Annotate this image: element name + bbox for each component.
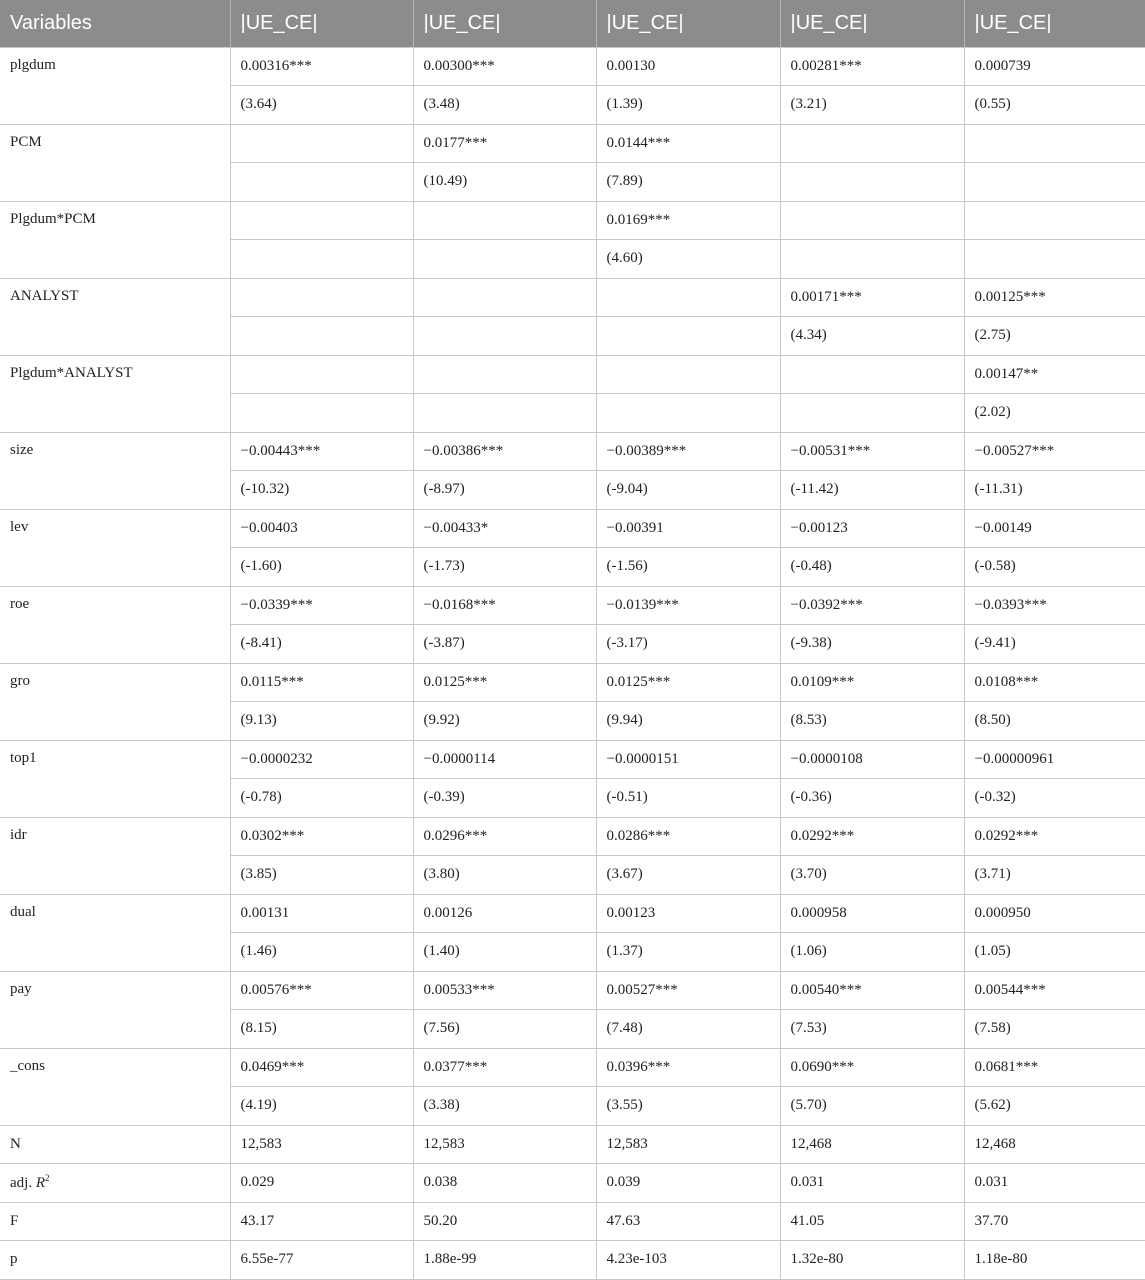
statistic-row [0,1202,1145,1241]
t-statistic-cell: (10.49) [413,163,596,202]
t-statistic-cell: (1.05) [964,933,1145,972]
t-statistic-cell: (7.53) [780,1010,964,1049]
coefficient-cell: 0.0396*** [596,1048,780,1087]
variable-name: gro [0,663,230,740]
coefficient-cell: 0.0109*** [780,663,964,702]
statistic-value: 1.32e-80 [780,1241,964,1280]
t-statistic-cell: (3.71) [964,856,1145,895]
t-statistic-cell: (4.34) [780,317,964,356]
coefficient-cell: 0.00125*** [964,278,1145,317]
statistic-row [0,1125,1145,1164]
t-statistic-cell [230,394,413,433]
statistic-row [0,1164,1145,1203]
coefficient-cell: −0.0000108 [780,740,964,779]
t-statistic-cell: (-1.56) [596,548,780,587]
statistic-value: 12,468 [780,1125,964,1164]
t-statistic-cell: (-9.04) [596,471,780,510]
t-statistic-cell [780,163,964,202]
coefficient-cell [780,124,964,163]
t-statistic-cell [964,240,1145,279]
t-statistic-cell [964,163,1145,202]
t-statistic-cell: (1.39) [596,86,780,125]
t-statistic-cell: (-9.38) [780,625,964,664]
coefficient-cell: 0.00130 [596,47,780,86]
coefficient-cell: 0.000739 [964,47,1145,86]
coefficient-cell [964,201,1145,240]
coefficient-cell: 0.0125*** [596,663,780,702]
t-statistic-cell: (-3.17) [596,625,780,664]
coefficient-cell: 0.00316*** [230,47,413,86]
coefficient-cell: −0.00433* [413,509,596,548]
coefficient-cell: 0.0144*** [596,124,780,163]
t-statistic-cell: (-0.78) [230,779,413,818]
coefficient-cell: 0.0681*** [964,1048,1145,1087]
statistic-value: 0.031 [780,1164,964,1203]
t-statistic-cell: (1.40) [413,933,596,972]
t-statistic-cell: (3.64) [230,86,413,125]
coefficient-cell: 0.0377*** [413,1048,596,1087]
t-statistic-cell: (-1.60) [230,548,413,587]
coefficient-row [0,894,1145,933]
coefficient-cell: 0.0125*** [413,663,596,702]
t-statistic-cell: (-11.31) [964,471,1145,510]
t-statistic-cell: (-3.87) [413,625,596,664]
coefficient-row [0,47,1145,86]
statistic-row [0,1241,1145,1280]
coefficient-row [0,432,1145,471]
t-statistic-cell: (-1.73) [413,548,596,587]
coefficient-cell: −0.0000151 [596,740,780,779]
statistic-value: 1.18e-80 [964,1241,1145,1280]
coefficient-cell: 0.00171*** [780,278,964,317]
coefficient-row [0,817,1145,856]
t-statistic-cell: (1.46) [230,933,413,972]
t-statistic-cell [230,317,413,356]
t-statistic-cell [596,394,780,433]
statistic-value: 12,583 [230,1125,413,1164]
t-statistic-cell: (-8.97) [413,471,596,510]
variable-name: ANALYST [0,278,230,355]
statistic-value: 1.88e-99 [413,1241,596,1280]
coefficient-cell: −0.00389*** [596,432,780,471]
header-model-4: |UE_CE| [780,0,964,47]
t-statistic-cell [230,163,413,202]
coefficient-cell: 0.00300*** [413,47,596,86]
t-statistic-cell: (3.38) [413,1087,596,1126]
variable-name: lev [0,509,230,586]
coefficient-cell: −0.00531*** [780,432,964,471]
t-statistic-cell: (1.37) [596,933,780,972]
coefficient-row [0,586,1145,625]
statistic-label: N [0,1125,230,1164]
variable-name: plgdum [0,47,230,124]
t-statistic-cell: (2.75) [964,317,1145,356]
coefficient-cell [230,355,413,394]
coefficient-cell: 0.0296*** [413,817,596,856]
statistic-value: 47.63 [596,1202,780,1241]
t-statistic-cell: (8.53) [780,702,964,741]
t-statistic-cell: (9.13) [230,702,413,741]
header-model-3: |UE_CE| [596,0,780,47]
variable-name: Plgdum*PCM [0,201,230,278]
statistic-value: 0.031 [964,1164,1145,1203]
coefficient-cell: 0.000958 [780,894,964,933]
t-statistic-cell: (4.60) [596,240,780,279]
variable-name: dual [0,894,230,971]
statistic-value: 4.23e-103 [596,1241,780,1280]
coefficient-cell: 0.00540*** [780,971,964,1010]
t-statistic-cell: (-0.39) [413,779,596,818]
variable-name: _cons [0,1048,230,1125]
variable-name: idr [0,817,230,894]
coefficient-cell [413,355,596,394]
coefficient-cell: −0.0393*** [964,586,1145,625]
t-statistic-cell: (-11.42) [780,471,964,510]
t-statistic-cell: (-0.48) [780,548,964,587]
coefficient-cell: −0.00149 [964,509,1145,548]
t-statistic-cell: (9.94) [596,702,780,741]
statistic-value: 12,468 [964,1125,1145,1164]
coefficient-cell: 0.00527*** [596,971,780,1010]
coefficient-cell: 0.00281*** [780,47,964,86]
t-statistic-cell: (3.21) [780,86,964,125]
coefficient-cell: −0.00403 [230,509,413,548]
coefficient-cell: −0.0392*** [780,586,964,625]
t-statistic-cell: (-0.36) [780,779,964,818]
statistic-label: F [0,1202,230,1241]
t-statistic-cell [413,317,596,356]
coefficient-cell: 0.0302*** [230,817,413,856]
variable-name: top1 [0,740,230,817]
header-model-5: |UE_CE| [964,0,1145,47]
coefficient-cell: −0.00123 [780,509,964,548]
t-statistic-cell [780,240,964,279]
statistic-value: 6.55e-77 [230,1241,413,1280]
t-statistic-cell [413,240,596,279]
t-statistic-cell: (3.67) [596,856,780,895]
coefficient-cell [596,278,780,317]
t-statistic-cell: (5.70) [780,1087,964,1126]
t-statistic-cell: (3.48) [413,86,596,125]
statistic-label: p [0,1241,230,1280]
t-statistic-cell: (1.06) [780,933,964,972]
coefficient-cell: 0.0115*** [230,663,413,702]
statistic-value: 41.05 [780,1202,964,1241]
coefficient-cell [964,124,1145,163]
coefficient-cell: −0.00386*** [413,432,596,471]
coefficient-row [0,201,1145,240]
variable-name: size [0,432,230,509]
statistic-value: 50.20 [413,1202,596,1241]
statistic-value: 12,583 [413,1125,596,1164]
coefficient-cell [413,278,596,317]
t-statistic-cell [780,394,964,433]
t-statistic-cell: (7.48) [596,1010,780,1049]
coefficient-cell [780,355,964,394]
coefficient-cell [596,355,780,394]
coefficient-cell: −0.00443*** [230,432,413,471]
coefficient-cell: 0.0292*** [780,817,964,856]
variable-name: roe [0,586,230,663]
coefficient-cell: 0.0169*** [596,201,780,240]
coefficient-row [0,971,1145,1010]
coefficient-row [0,355,1145,394]
t-statistic-cell: (-0.58) [964,548,1145,587]
statistic-label-superscript: 2 [45,1173,50,1184]
t-statistic-cell: (7.58) [964,1010,1145,1049]
t-statistic-cell: (2.02) [964,394,1145,433]
coefficient-cell: 0.00544*** [964,971,1145,1010]
t-statistic-cell: (0.55) [964,86,1145,125]
coefficient-cell [780,201,964,240]
table-body [0,47,1145,1279]
coefficient-row [0,509,1145,548]
header-row [0,0,1145,47]
statistic-label-prefix: adj. [10,1175,36,1192]
statistic-value: 0.039 [596,1164,780,1203]
statistic-value: 0.038 [413,1164,596,1203]
coefficient-cell: 0.000950 [964,894,1145,933]
t-statistic-cell: (-8.41) [230,625,413,664]
coefficient-cell [230,124,413,163]
statistic-label [0,1164,230,1203]
header-model-1: |UE_CE| [230,0,413,47]
statistic-label-symbol: R [35,1175,45,1192]
header-variables: Variables [0,0,230,47]
t-statistic-cell [413,394,596,433]
t-statistic-cell: (8.15) [230,1010,413,1049]
coefficient-cell: −0.0139*** [596,586,780,625]
coefficient-cell: 0.0108*** [964,663,1145,702]
coefficient-cell: 0.00576*** [230,971,413,1010]
coefficient-row [0,278,1145,317]
t-statistic-cell: (5.62) [964,1087,1145,1126]
statistic-value: 37.70 [964,1202,1145,1241]
coefficient-cell: 0.0292*** [964,817,1145,856]
coefficient-row [0,124,1145,163]
coefficient-cell: 0.00533*** [413,971,596,1010]
coefficient-cell: −0.0168*** [413,586,596,625]
coefficient-cell: 0.00126 [413,894,596,933]
t-statistic-cell: (3.80) [413,856,596,895]
coefficient-cell [413,201,596,240]
coefficient-row [0,663,1145,702]
variable-name: pay [0,971,230,1048]
t-statistic-cell: (3.55) [596,1087,780,1126]
t-statistic-cell: (4.19) [230,1087,413,1126]
coefficient-row [0,1048,1145,1087]
coefficient-cell: −0.0000232 [230,740,413,779]
t-statistic-cell: (3.85) [230,856,413,895]
coefficient-cell: 0.00147** [964,355,1145,394]
coefficient-cell: 0.00131 [230,894,413,933]
t-statistic-cell: (-9.41) [964,625,1145,664]
t-statistic-cell [596,317,780,356]
coefficient-cell: −0.0339*** [230,586,413,625]
t-statistic-cell: (-0.51) [596,779,780,818]
coefficient-cell: 0.0690*** [780,1048,964,1087]
variable-name: PCM [0,124,230,201]
t-statistic-cell [230,240,413,279]
coefficient-cell: 0.00123 [596,894,780,933]
t-statistic-cell: (-0.32) [964,779,1145,818]
t-statistic-cell: (3.70) [780,856,964,895]
coefficient-cell: 0.0286*** [596,817,780,856]
variable-name: Plgdum*ANALYST [0,355,230,432]
coefficient-cell: −0.00527*** [964,432,1145,471]
coefficient-cell [230,201,413,240]
coefficient-cell: −0.0000114 [413,740,596,779]
coefficient-row [0,740,1145,779]
statistic-value: 43.17 [230,1202,413,1241]
statistic-value: 0.029 [230,1164,413,1203]
t-statistic-cell: (8.50) [964,702,1145,741]
header-model-2: |UE_CE| [413,0,596,47]
t-statistic-cell: (9.92) [413,702,596,741]
coefficient-cell [230,278,413,317]
coefficient-cell: 0.0469*** [230,1048,413,1087]
coefficient-cell: 0.0177*** [413,124,596,163]
coefficient-cell: −0.00391 [596,509,780,548]
t-statistic-cell: (7.89) [596,163,780,202]
statistic-value: 12,583 [596,1125,780,1164]
t-statistic-cell: (7.56) [413,1010,596,1049]
coefficient-cell: −0.00000961 [964,740,1145,779]
t-statistic-cell: (-10.32) [230,471,413,510]
